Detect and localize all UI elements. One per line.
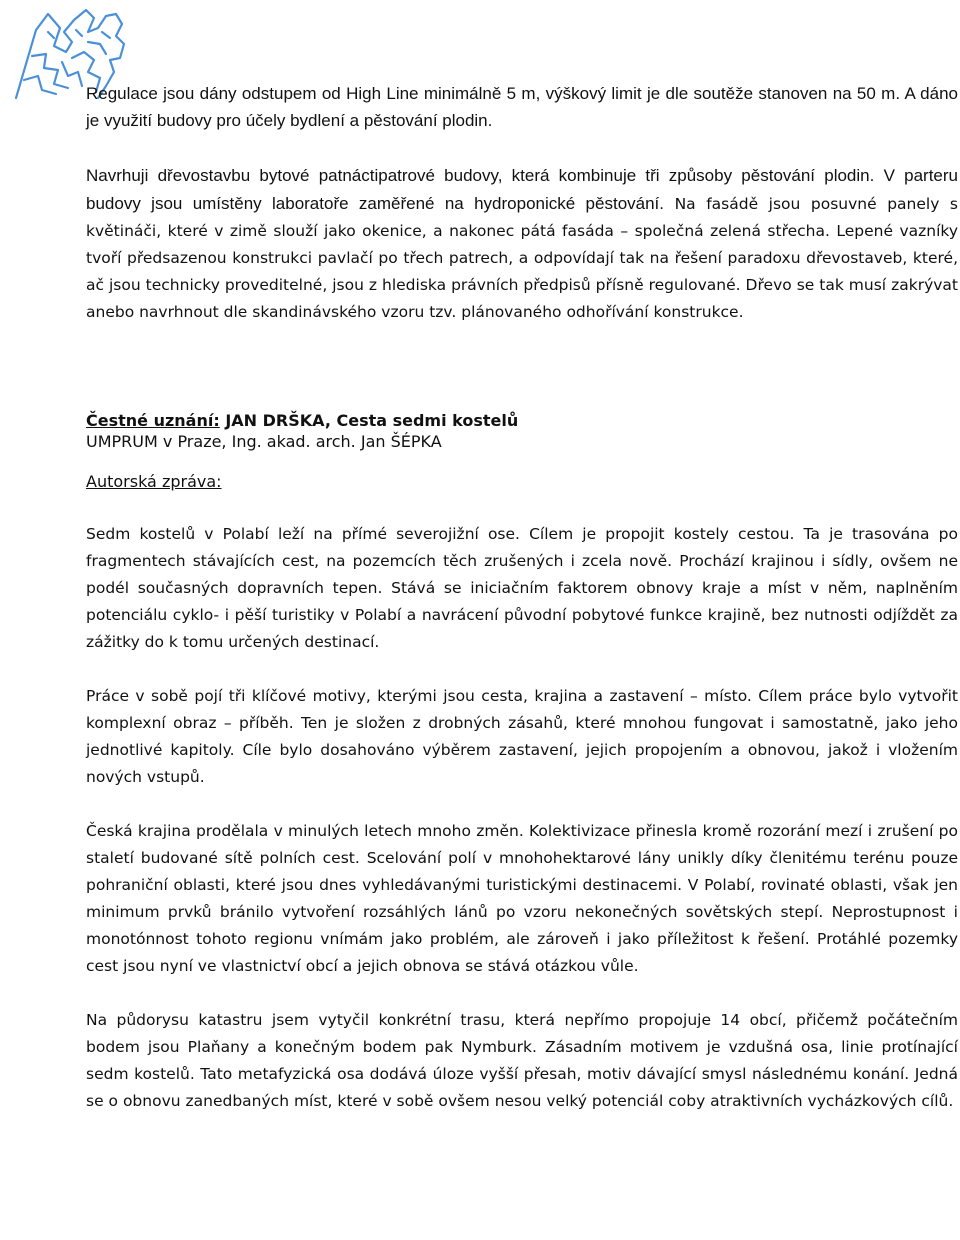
report-paragraph-2: Práce v sobě pojí tři klíčové motivy, kterými jsou cesta, krajina a zastavení – místo. Cílem práce bylo vytvořit komplexní obraz – příběh. Ten je složen z drobných zásahů, které mnohou fungovat i samostatně, jako jeho jednotlivé kapitoly. Cíle bylo dosahováno výběrem zastavení, jejich propojením a obnovou, jakož i vložením nových vstupů. [86,687,958,786]
report-paragraph-1: Sedm kostelů v Polabí leží na přímé severojižní ose. Cílem je propojit kostely cestou. Ta je trasována po fragmentech stávajících cest, na pozemcích těch zrušených i zcela nově. Prochází krajinou i sídly, ovšem ne podél současných dopravních tepen. Stává se iniciačním faktorem obnovy kraje a míst v něm, naplněním potenciálu cyklo- i pěší turistiky v Polabí a navrácení původní pobytové funkce krajině, bez nutnosti odjíždět za zážitky do k tomu určených destinací. [86,525,958,651]
report-label: Autorská zpráva: [86,472,222,491]
document-page [86,80,958,1115]
award-author: UMPRUM v Praze, Ing. akad. arch. Jan ŠÉPKA [86,432,442,451]
design-description-sans: Navrhuji dřevostavbu bytové patnáctipatrové budovy, která kombinuje tři způsoby pěstování plodin. V parteru budovy jsou umístěny laboratoře zaměřené na hydroponické pěstování. [86,166,958,213]
design-description-paragraph [86,162,958,326]
award-label: Čestné uznání: [86,411,220,430]
award-title [86,411,958,431]
award-heading [86,411,958,493]
design-description-verdana: Na fasádě jsou posuvné panely s květináči, které v zimě slouží jako okenice, a nakonec pátá fasáda – společná zelená střecha. Lepené vazníky tvoří předsazenou konstrukci pavlačí po třech patrech, a odpovídají tak na řešení paradoxu dřevostaveb, které, ač jsou technicky proveditelné, jsou z hlediska právních předpisů přísně regulované. Dřevo se tak musí zakrývat anebo navrhnout dle skandinávského vzoru tzv. plánovaného odhořívání konstrukce. [86,195,958,321]
report-paragraph-4: Na půdorysu katastru jsem vytyčil konkrétní trasu, která nepřímo propojuje 14 obcí, přičemž počátečním bodem jsou Plaňany a konečným bodem pak Nymburk. Zásadním motivem je vzdušná osa, linie protínající sedm kostelů. Tato metafyzická osa dodává úloze vyšší přesah, motiv dávající smysl následnému konání. Jedná se o obnovu zanedbaných míst, které v sobě ovšem nesou velký potenciál coby atraktivních vycházkových cílů. [86,1011,958,1110]
award-entry: JAN DRŠKA, Cesta sedmi kostelů [219,411,519,430]
report-paragraph-3: Česká krajina prodělala v minulých letech mnoho změn. Kolektivizace přinesla kromě rozorání mezí i zrušení po staletí budované sítě polních cest. Scelování polí v mnohohektarové lány unikly díky členitému terénu pouze pohraniční oblasti, které jsou dnes vyhledávanými turistickými destinacemi. V Polabí, rovinaté oblasti, však jen minimum prvků bránilo vytvoření rozsáhlých lánů po vzoru nekonečných sovětských stepí. Neprostupnost i monotónnost tohoto regionu vnímám jako problém, ale zároveň i jako příležitost k řešení. Protáhlé pozemky cest jsou nyní ve vlastnictví obcí a jejich obnova se stává otázkou vůle. [86,822,958,975]
intro-paragraph: Regulace jsou dány odstupem od High Line minimálně 5 m, výškový limit je dle soutěže stanoven na 50 m. A dáno je využití budovy pro účely bydlení a pěstování plodin. [86,84,958,130]
